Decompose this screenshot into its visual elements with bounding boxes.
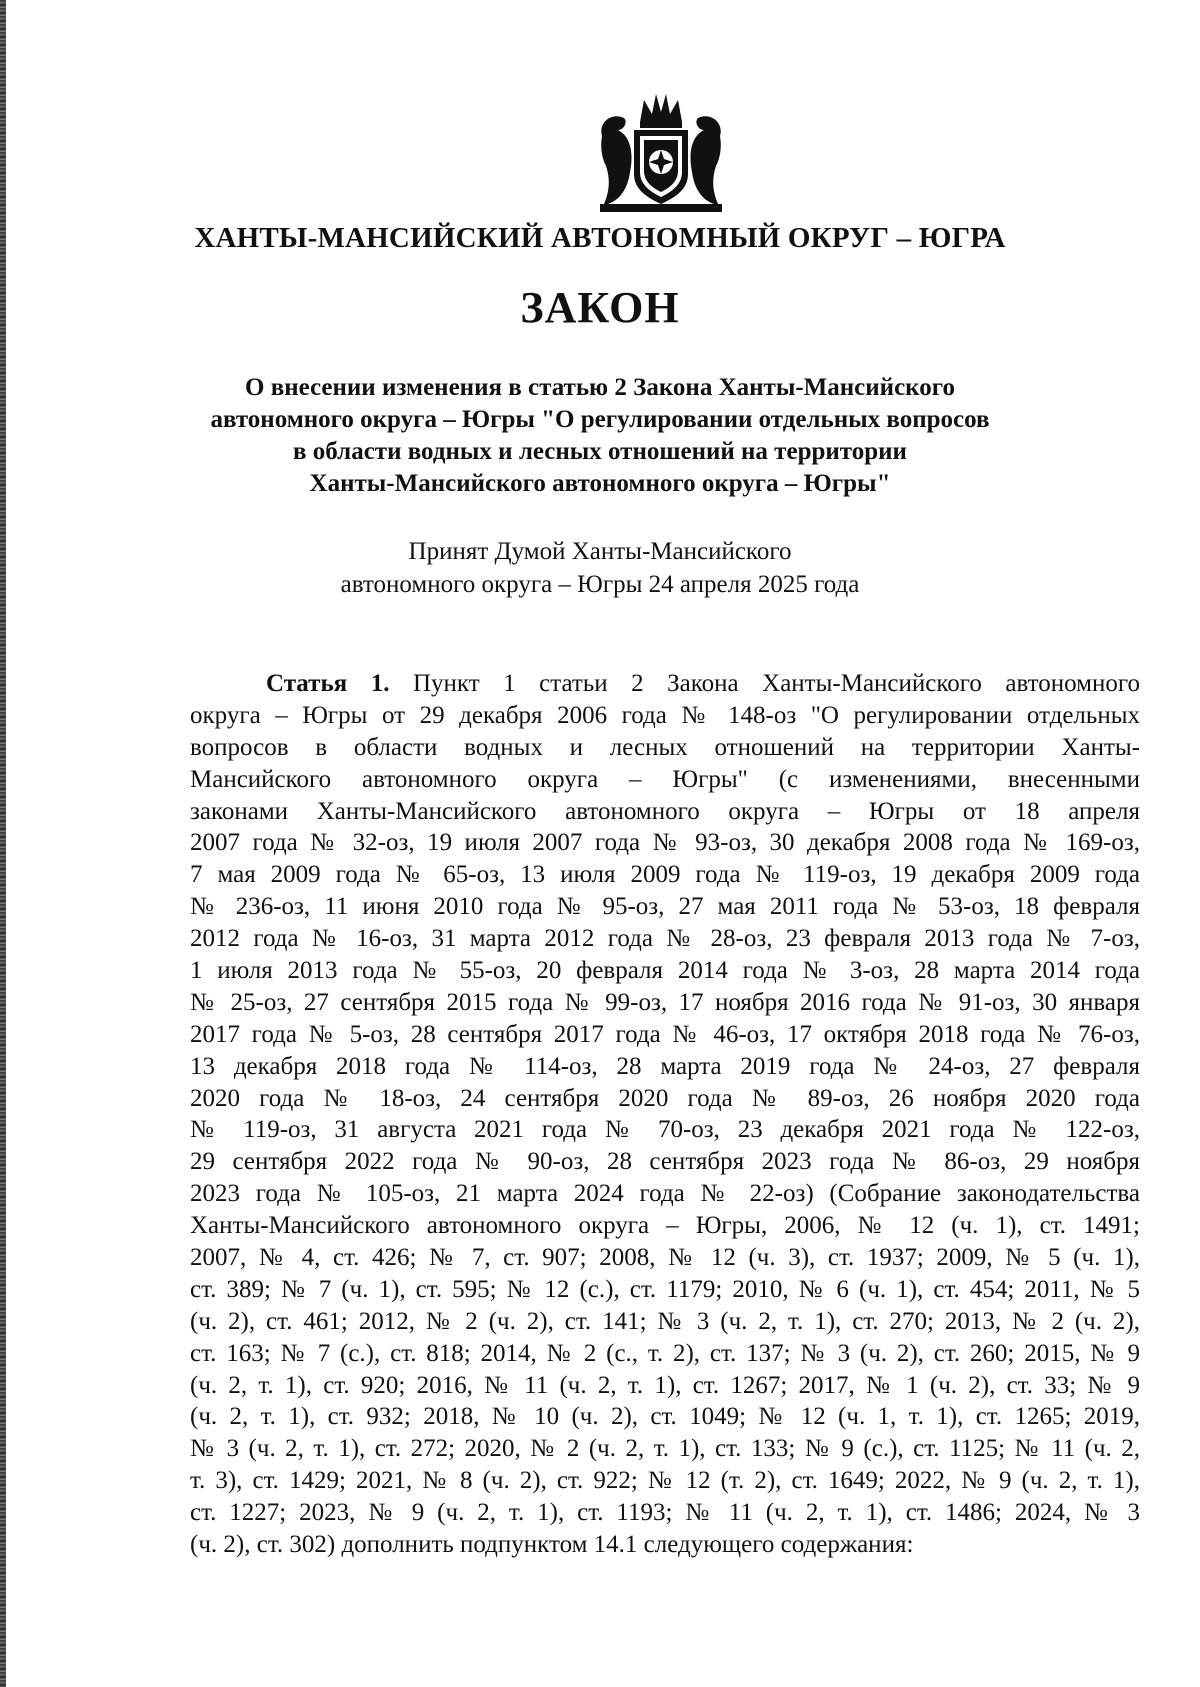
article-line: ст. 389; № 7 (ч. 1), ст. 595; № 12 (с.), ст. 1179; 2010, № 6 (ч. 1), ст. 454; 2011, № 5 [190,1275,1140,1303]
adoption-line: Принят Думой Ханты-Мансийского [408,538,792,565]
article-text: Пункт 1 статьи 2 Закона Ханты-Мансийского автономного [412,670,1140,697]
region-title: ХАНТЫ-МАНСИЙСКИЙ АВТОНОМНЫЙ ОКРУГ – ЮГРА [194,222,1006,254]
article-line: 29 сентября 2022 года № 90-оз, 28 сентября 2023 года № 86-оз, 29 ноября [190,1148,1140,1176]
article-line: вопросов в области водных и лесных отношений на территории Ханты- [190,733,1140,761]
adoption-note [0,535,1200,601]
article-line: законами Ханты-Мансийского автономного округа – Югры от 18 апреля [190,797,1140,825]
article-line: 2020 года № 18-оз, 24 сентября 2020 года № 89-оз, 26 ноября 2020 года [190,1084,1140,1112]
article-line: т. 3), ст. 1429; 2021, № 8 (ч. 2), ст. 922; № 12 (т. 2), ст. 1649; 2022, № 9 (ч. 2, т. 1), [190,1467,1140,1495]
article-line: ст. 1227; 2023, № 9 (ч. 2, т. 1), ст. 1193; № 11 (ч. 2, т. 1), ст. 1486; 2024, № 3 [190,1499,1140,1527]
law-subject [120,372,1080,500]
subject-line: Ханты-Мансийского автономного округа – Югры" [309,470,891,497]
article-line: (ч. 2), ст. 461; 2012, № 2 (ч. 2), ст. 141; № 3 (ч. 2, т. 1), ст. 270; 2013, № 2 (ч. 2), [190,1307,1140,1335]
article-line: 2023 года № 105-оз, 21 марта 2024 года № 22-оз) (Собрание законодательства [190,1180,1140,1208]
article-line [190,668,1140,700]
coat-of-arms-icon [594,92,728,214]
subject-line: автономного округа – Югры "О регулировании отдельных вопросов [210,406,990,433]
document-type-title: ЗАКОН [520,283,680,332]
subject-line: в области водных и лесных отношений на территории [293,438,907,465]
article-line: № 119-оз, 31 августа 2021 года № 70-оз, 23 декабря 2021 года № 122-оз, [190,1116,1140,1144]
article-line: № 3 (ч. 2, т. 1), ст. 272; 2020, № 2 (ч. 2, т. 1), ст. 133; № 9 (с.), ст. 1125; № 11 (ч. 2, [190,1435,1140,1463]
article-line: 7 мая 2009 года № 65-оз, 13 июля 2009 года № 119-оз, 19 декабря 2009 года [190,861,1140,889]
article-line: № 236-оз, 11 июня 2010 года № 95-оз, 27 мая 2011 года № 53-оз, 18 февраля [190,893,1140,921]
article-line: 2007 года № 32-оз, 19 июля 2007 года № 93-оз, 30 декабря 2008 года № 169-оз, [190,829,1140,857]
article-line: 13 декабря 2018 года № 114-оз, 28 марта 2019 года № 24-оз, 27 февраля [190,1052,1140,1080]
subject-line: О внесении изменения в статью 2 Закона Ханты-Мансийского [245,374,955,401]
article-line: округа – Югры от 29 декабря 2006 года № 148-оз "О регулировании отдельных [190,701,1140,729]
article-line: 2012 года № 16-оз, 31 марта 2012 года № 28-оз, 23 февраля 2013 года № 7-оз, [190,925,1140,953]
article-line: (ч. 2), ст. 302) дополнить подпунктом 14.1 следующего содержания: [190,1531,914,1559]
article-line: ст. 163; № 7 (с.), ст. 818; 2014, № 2 (с., т. 2), ст. 137; № 3 (ч. 2), ст. 260; 2015, № 9 [190,1339,1140,1367]
article-line: 2017 года № 5-оз, 28 сентября 2017 года № 46-оз, 17 октября 2018 года № 76-оз, [190,1020,1140,1048]
article-1 [190,668,1140,1561]
article-line: (ч. 2, т. 1), ст. 920; 2016, № 11 (ч. 2, т. 1), ст. 1267; 2017, № 1 (ч. 2), ст. 33; № 9 [190,1371,1140,1399]
article-heading: Статья 1. [266,670,390,697]
article-line: Мансийского автономного округа – Югры" (с изменениями, внесенными [190,765,1140,793]
article-line: 2007, № 4, ст. 426; № 7, ст. 907; 2008, № 12 (ч. 3), ст. 1937; 2009, № 5 (ч. 1), [190,1244,1140,1272]
article-line: 1 июля 2013 года № 55-оз, 20 февраля 2014 года № 3-оз, 28 марта 2014 года [190,957,1140,985]
article-line: (ч. 2, т. 1), ст. 932; 2018, № 10 (ч. 2), ст. 1049; № 12 (ч. 1, т. 1), ст. 1265; 2019, [190,1403,1140,1431]
article-line: Ханты-Мансийского автономного округа – Югры, 2006, № 12 (ч. 1), ст. 1491; [190,1212,1140,1240]
adoption-line: автономного округа – Югры 24 апреля 2025 года [340,571,860,598]
article-line: № 25-оз, 27 сентября 2015 года № 99-оз, 17 ноября 2016 года № 91-оз, 30 января [190,988,1140,1016]
